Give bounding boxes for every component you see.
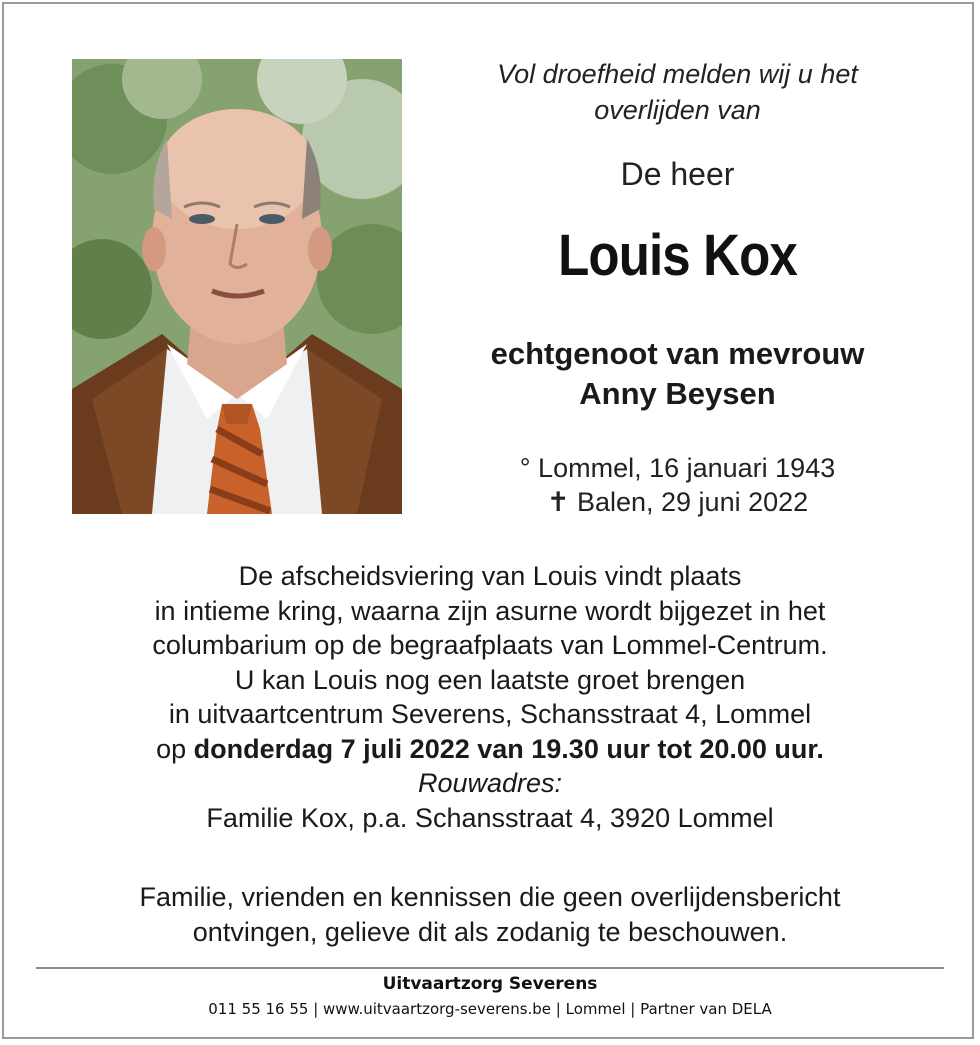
footer-divider bbox=[36, 967, 944, 969]
spouse-name: Anny Beysen bbox=[579, 376, 776, 411]
funeral-company-name: Uitvaartzorg Severens bbox=[382, 974, 598, 994]
funeral-company-contact: 011 55 16 55 | www.uitvaartzorg-severens.be | Lommel | Partner van DELA bbox=[208, 1000, 772, 1018]
closing-line: ontvingen, gelieve dit als zodanig te beschouwen. bbox=[192, 917, 788, 947]
closing-text bbox=[40, 880, 940, 950]
body-line: De afscheidsviering van Louis vindt plaats bbox=[238, 561, 742, 591]
rouwadres-label: Rouwadres: bbox=[417, 768, 563, 798]
body-line: in uitvaartcentrum Severens, Schansstraat 4, Lommel bbox=[168, 699, 812, 729]
rouwadres: Familie Kox, p.a. Schansstraat 4, 3920 Lommel bbox=[206, 802, 774, 833]
body-line: in intieme kring, waarna zijn asurne wordt bijgezet in het bbox=[154, 595, 826, 626]
deceased-name: Louis Kox bbox=[558, 223, 797, 288]
spouse-info bbox=[430, 334, 925, 414]
life-dates bbox=[430, 451, 925, 519]
intro-line: Vol droefheid melden wij u het bbox=[497, 59, 858, 89]
visitation-prefix: op bbox=[156, 733, 187, 764]
birth-date: ° Lommel, 16 januari 1943 bbox=[519, 453, 836, 483]
title-prefix: De heer bbox=[620, 156, 735, 192]
ceremony-details bbox=[40, 559, 940, 835]
intro-line: overlijden van bbox=[594, 95, 761, 125]
visitation-line bbox=[40, 732, 940, 767]
intro-text bbox=[430, 56, 925, 128]
spouse-relation: echtgenoot van mevrouw bbox=[490, 336, 865, 371]
portrait-photo bbox=[72, 59, 402, 514]
closing-line: Familie, vrienden en kennissen die geen overlijdensbericht bbox=[139, 882, 841, 912]
visitation-datetime: donderdag 7 juli 2022 van 19.30 uur tot 20.00 uur. bbox=[193, 733, 824, 764]
body-line: columbarium op de begraafplaats van Lommel-Centrum. bbox=[152, 630, 828, 660]
body-line: U kan Louis nog een laatste groet brengen bbox=[234, 664, 746, 695]
death-date: ✝ Balen, 29 juni 2022 bbox=[546, 487, 809, 517]
